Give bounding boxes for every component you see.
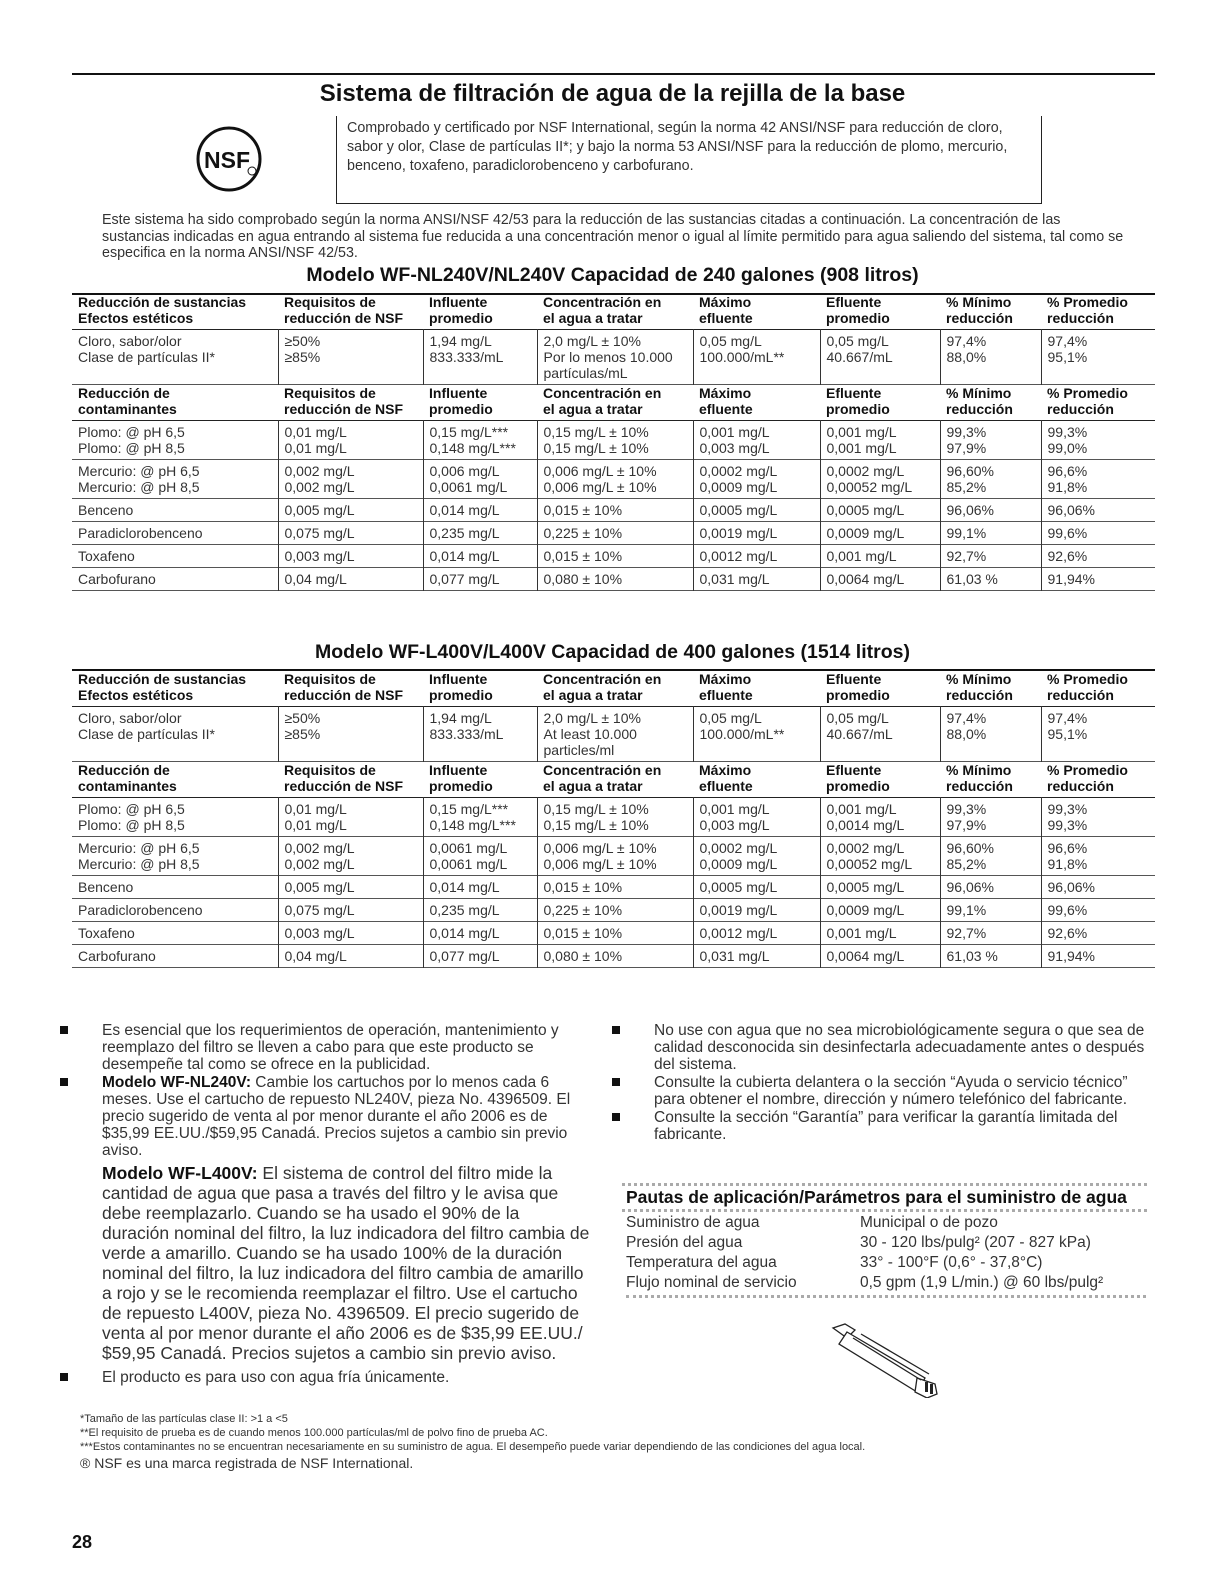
table-cell: Mercurio: @ pH 6,5 Mercurio: @ pH 8,5 [78,463,200,495]
note-label: Modelo WF-NL240V: [102,1074,251,1091]
table-cell: 0,001 mg/L 0,003 mg/L [693,421,820,460]
table-cell: 0,003 mg/L [278,922,423,945]
table-cell: 0,05 mg/L 40.667/mL [820,707,940,762]
table-cell: 61,03 % [940,945,1041,968]
table-cell: 0,0064 mg/L [820,945,940,968]
table-cell: 0,001 mg/L 0,001 mg/L [820,421,940,460]
column-header: % Mínimo reducción [946,294,1013,326]
note-subparagraph [102,1163,590,1363]
pautas-value: Municipal o de pozo [860,1214,998,1231]
table-cell: 0,031 mg/L [693,945,820,968]
table-row [72,545,1155,568]
column-header: Requisitos de reducción de NSF [284,294,404,326]
table-cell: 0,235 mg/L [423,899,537,922]
table-cell: 96,06% [940,876,1041,899]
table-header-row [72,385,1155,421]
column-header: Efluente promedio [826,762,890,794]
table-row [72,522,1155,545]
table-cell: 0,005 mg/L [278,499,423,522]
bullet-icon [60,1373,68,1381]
table-row [72,707,1155,762]
table-cell: Cloro, sabor/olor Clase de partículas II* [78,333,215,365]
footnotes [80,1412,1140,1473]
table-cell: 97,4% 88,0% [940,707,1041,762]
note-text: El sistema de control del filtro mide la cantidad de agua que pasa a través del filtro y le avisa que debe reemplazarlo. Cuando se ha usado el 90% de la duración nominal del filtro, la luz indicadora del filtro cambia de verde a amarillo. Cuando se ha usado 100% de la duración nominal del filtro, la luz indicadora del filtro cambia de amarillo a rojo y se le recomienda reemplazar el filtro. Use el cartucho de repuesto L400V, pieza No. 4396509. El precio sugerido de venta al por menor durante el año 2006 es de $35,99 EE.UU./ $59,95 Canadá. Precios sujetos a cambio sin previo aviso. [102,1163,590,1363]
table-cell: 97,4% 88,0% [940,330,1041,385]
table-cell: Carbofurano [78,948,156,964]
table-row [72,837,1155,876]
table-row [72,330,1155,385]
pautas-key: Presión del agua [626,1234,743,1251]
table-cell: 97,4% 95,1% [1041,707,1155,762]
bullet-icon [612,1078,620,1086]
table-cell: 96,6% 91,8% [1041,837,1155,876]
table-cell: 0,003 mg/L [278,545,423,568]
table-cell: 61,03 % [940,568,1041,591]
model-2-table [72,671,1155,968]
column-header: % Mínimo reducción [946,385,1013,417]
table-cell: 0,0012 mg/L [693,922,820,945]
column-header: Máximo efluente [699,671,753,703]
top-rule [72,73,1155,75]
table-cell: 96,60% 85,2% [940,837,1041,876]
column-header: Requisitos de reducción de NSF [284,762,404,794]
table-cell: 0,001 mg/L [820,545,940,568]
table-cell: 0,014 mg/L [423,876,537,899]
table-cell: 0,015 ± 10% [537,876,693,899]
table-cell: 99,3% 99,3% [1041,798,1155,837]
table-row [72,421,1155,460]
table-cell: 0,002 mg/L 0,002 mg/L [278,460,423,499]
table-cell: 0,04 mg/L [278,945,423,968]
column-header: Reducción de contaminantes [78,762,177,794]
table-cell: 0,0002 mg/L 0,0009 mg/L [693,837,820,876]
table-cell: 0,080 ± 10% [537,945,693,968]
certification-box: Comprobado y certificado por NSF International, según la norma 42 ANSI/NSF para reducción de cloro, sabor y olor, Clase de partículas II*; y bajo la norma 53 ANSI/NSF para la reducción de plomo, mercurio, benceno, toxafeno, paradiclorobenceno y carbofurano. [336,116,1042,204]
table-row [72,499,1155,522]
table-row [72,798,1155,837]
column-header: Requisitos de reducción de NSF [284,671,404,703]
table-row [72,460,1155,499]
note-item [60,1369,590,1386]
column-header: Concentración en el agua a tratar [543,762,662,794]
column-header: Influente promedio [429,294,493,326]
table-cell: 0,006 mg/L ± 10% 0,006 mg/L ± 10% [537,460,693,499]
table-cell: 0,0005 mg/L [820,499,940,522]
column-header: Reducción de contaminantes [78,385,177,417]
footnote: ***Estos contaminantes no se encuentran necesariamente en su suministro de agua. El desempeño puede variar dependiendo de las condiciones del agua local. [80,1441,866,1453]
table-cell: 0,001 mg/L 0,003 mg/L [693,798,820,837]
table-cell: 0,006 mg/L ± 10% 0,006 mg/L ± 10% [537,837,693,876]
table-header-row [72,294,1155,330]
table-cell: 0,001 mg/L 0,0014 mg/L [820,798,940,837]
table-cell: 99,3% 99,0% [1041,421,1155,460]
bullet-icon [612,1113,620,1121]
bullet-icon [60,1026,68,1034]
table-cell: 0,0009 mg/L [820,899,940,922]
note-item [60,1074,590,1363]
table-cell: 91,94% [1041,568,1155,591]
table-cell: Toxafeno [78,548,135,564]
intro-paragraph: Este sistema ha sido comprobado según la norma ANSI/NSF 42/53 para la reducción de las sustancias citadas a continuación. La concentración de las sustancias indicadas en agua entrando al sistema fue reducida a una concentración menor o igual al límite permitido para agua saliendo del sistema, tal como se especifica en la norma ANSI/NSF 42/53. [102,212,1124,261]
table-cell: 0,0002 mg/L 0,0009 mg/L [693,460,820,499]
nsf-logo-icon [196,126,262,192]
table-cell: 0,0019 mg/L [693,522,820,545]
table-cell: Mercurio: @ pH 6,5 Mercurio: @ pH 8,5 [78,840,200,872]
table-cell: 0,235 mg/L [423,522,537,545]
column-header: Influente promedio [429,385,493,417]
table-cell: 0,075 mg/L [278,899,423,922]
pautas-row [626,1233,1146,1253]
pautas-title: Pautas de aplicación/Parámetros para el suministro de agua [622,1183,1147,1212]
note-text: Consulte la cubierta delantera o la sección “Ayuda o servicio técnico” para obtener el nombre, dirección y número telefónico del fabricante. [654,1074,1128,1108]
table-cell: 0,225 ± 10% [537,899,693,922]
table-cell: 99,3% 97,9% [940,798,1041,837]
pautas-value: 30 - 120 lbs/pulg² (207 - 827 kPa) [860,1234,1091,1251]
table-cell: 0,15 mg/L*** 0,148 mg/L*** [423,421,537,460]
table-cell: 0,077 mg/L [423,945,537,968]
table-cell: 0,0002 mg/L 0,00052 mg/L [820,460,940,499]
table-cell: 96,06% [940,499,1041,522]
column-header: Máximo efluente [699,294,753,326]
svg-text:NSF: NSF [204,147,250,173]
column-header: Influente promedio [429,762,493,794]
filter-cartridge-icon [825,1318,945,1398]
table-cell: 0,0005 mg/L [693,499,820,522]
table-cell: 99,6% [1041,899,1155,922]
table-cell: 0,001 mg/L [820,922,940,945]
table-cell: 96,60% 85,2% [940,460,1041,499]
table-cell: 0,015 ± 10% [537,922,693,945]
table-cell: 2,0 mg/L ± 10% At least 10.000 particles/ml [537,707,693,762]
table-row [72,945,1155,968]
table-cell: 96,06% [1041,876,1155,899]
table-cell: Cloro, sabor/olor Clase de partículas II* [78,710,215,742]
table-cell: 99,1% [940,522,1041,545]
table-cell: 91,94% [1041,945,1155,968]
pautas-row [626,1253,1146,1273]
table-cell: 0,05 mg/L 40.667/mL [820,330,940,385]
column-header: Reducción de sustancias Efectos estéticos [78,294,247,326]
table-cell: 0,006 mg/L 0,0061 mg/L [423,460,537,499]
column-header: Máximo efluente [699,762,753,794]
table-cell: ≥50% ≥85% [278,707,423,762]
table-cell: 92,6% [1041,922,1155,945]
pautas-key: Suministro de agua [626,1214,760,1231]
table-cell: 1,94 mg/L 833.333/mL [423,330,537,385]
table-cell: 0,0012 mg/L [693,545,820,568]
note-text: Consulte la sección “Garantía” para verificar la garantía limitada del fabricante. [654,1109,1118,1143]
table-cell: Plomo: @ pH 6,5 Plomo: @ pH 8,5 [78,801,185,833]
model-1-title: Modelo WF-NL240V/NL240V Capacidad de 240 galones (908 litros) [306,264,919,286]
table-cell: 99,1% [940,899,1041,922]
table-cell: 1,94 mg/L 833.333/mL [423,707,537,762]
bullet-icon [60,1078,68,1086]
column-header: Efluente promedio [826,671,890,703]
table-cell: Paradiclorobenceno [78,902,203,918]
table-cell: 0,225 ± 10% [537,522,693,545]
footnote: *Tamaño de las partículas clase II: >1 a <5 [80,1413,288,1425]
table-cell: 0,002 mg/L 0,002 mg/L [278,837,423,876]
table-cell: Plomo: @ pH 6,5 Plomo: @ pH 8,5 [78,424,185,456]
table-cell: 0,04 mg/L [278,568,423,591]
column-header: Requisitos de reducción de NSF [284,385,404,417]
table-cell: Paradiclorobenceno [78,525,203,541]
column-header: Influente promedio [429,671,493,703]
table-row [72,922,1155,945]
column-header: % Promedio reducción [1047,671,1128,703]
bullet-icon [612,1026,620,1034]
note-item [612,1074,1150,1108]
table-cell: 0,014 mg/L [423,922,537,945]
table-cell: 0,014 mg/L [423,499,537,522]
pautas-row [626,1273,1146,1293]
pautas-key: Temperatura del agua [626,1254,777,1271]
table-cell: 0,0009 mg/L [820,522,940,545]
table-cell: 0,015 ± 10% [537,499,693,522]
page-number: 28 [72,1532,93,1552]
table-cell: 0,080 ± 10% [537,568,693,591]
pautas-value: 33° - 100°F (0,6° - 37,8°C) [860,1254,1043,1271]
table-cell: 0,0061 mg/L 0,0061 mg/L [423,837,537,876]
table-cell: 92,7% [940,545,1041,568]
column-header: Efluente promedio [826,294,890,326]
table-cell: 0,05 mg/L 100.000/mL** [693,707,820,762]
footnote: ® NSF es una marca registrada de NSF International. [80,1455,414,1471]
table-cell: 92,7% [940,922,1041,945]
table-cell: Toxafeno [78,925,135,941]
table-cell: 0,075 mg/L [278,522,423,545]
table-header-row [72,762,1155,798]
table-row [72,568,1155,591]
table-cell: 97,4% 95,1% [1041,330,1155,385]
pautas-list [626,1213,1146,1298]
table-cell: 0,005 mg/L [278,876,423,899]
note-item [60,1022,590,1073]
pautas-key: Flujo nominal de servicio [626,1274,797,1291]
column-header: % Mínimo reducción [946,671,1013,703]
pautas-value: 0,5 gpm (1,9 L/min.) @ 60 lbs/pulg² [860,1274,1104,1291]
column-header: % Promedio reducción [1047,762,1128,794]
table-cell: 92,6% [1041,545,1155,568]
page-title: Sistema de filtración de agua de la rejilla de la base [319,80,906,107]
table-cell: ≥50% ≥85% [278,330,423,385]
note-text: No use con agua que no sea microbiológicamente segura o que sea de calidad desconocida sin desinfectarla adecuadamente antes o después del sistema. [654,1022,1145,1073]
table-cell: 0,0005 mg/L [693,876,820,899]
column-header: % Mínimo reducción [946,762,1013,794]
table-cell: 0,0064 mg/L [820,568,940,591]
table-cell: 2,0 mg/L ± 10% Por lo menos 10.000 partículas/mL [537,330,693,385]
column-header: % Promedio reducción [1047,385,1128,417]
table-cell: 0,014 mg/L [423,545,537,568]
table-cell: Benceno [78,502,134,518]
table-cell: 0,031 mg/L [693,568,820,591]
table-cell: 96,06% [1041,499,1155,522]
note-item [612,1022,1150,1073]
footnote: **El requisito de prueba es de cuando menos 100.000 partículas/ml de polvo fino de prueba AC. [80,1427,548,1439]
table-cell: 0,15 mg/L ± 10% 0,15 mg/L ± 10% [537,421,693,460]
note-label: Modelo WF-L400V: [102,1163,258,1183]
column-header: Concentración en el agua a tratar [543,671,662,703]
table-cell: 0,0019 mg/L [693,899,820,922]
table-cell: 0,15 mg/L*** 0,148 mg/L*** [423,798,537,837]
table-row [72,899,1155,922]
table-cell: 0,01 mg/L 0,01 mg/L [278,798,423,837]
table-cell: 0,015 ± 10% [537,545,693,568]
note-text: Cambie los cartuchos por lo menos cada 6 meses. Use el cartucho de repuesto NL240V, pieza No. 4396509. El precio sugerido de venta al por menor durante el año 2006 es de $35,99 EE.UU./$59,95 Canadá. Precios sujetos a cambio sin previo aviso. [102,1074,571,1159]
table-cell: 96,6% 91,8% [1041,460,1155,499]
notes-right [612,1022,1150,1144]
table-cell: 0,077 mg/L [423,568,537,591]
column-header: % Promedio reducción [1047,294,1128,326]
column-header: Concentración en el agua a tratar [543,294,662,326]
note-text: Es esencial que los requerimientos de operación, mantenimiento y reemplazo del filtro se lleven a cabo para que este producto se desempeñe tal como se ofrece en la publicidad. [102,1022,559,1073]
table-cell: 99,6% [1041,522,1155,545]
table-cell: 0,01 mg/L 0,01 mg/L [278,421,423,460]
table-row [72,876,1155,899]
note-item [612,1109,1150,1143]
pautas-row [626,1213,1146,1233]
table-cell: Benceno [78,879,134,895]
table-header-row [72,671,1155,707]
table-cell: 0,0005 mg/L [820,876,940,899]
column-header: Reducción de sustancias Efectos estéticos [78,671,247,703]
table-cell: 0,0002 mg/L 0,00052 mg/L [820,837,940,876]
model-1-table [72,294,1155,591]
notes-left [60,1022,590,1387]
column-header: Máximo efluente [699,385,753,417]
table-cell: 99,3% 97,9% [940,421,1041,460]
model-2-title: Modelo WF-L400V/L400V Capacidad de 400 galones (1514 litros) [315,641,910,663]
table-cell: 0,05 mg/L 100.000/mL** [693,330,820,385]
table-cell: 0,15 mg/L ± 10% 0,15 mg/L ± 10% [537,798,693,837]
column-header: Concentración en el agua a tratar [543,385,662,417]
note-text: El producto es para uso con agua fría únicamente. [102,1369,450,1386]
column-header: Efluente promedio [826,385,890,417]
table-cell: Carbofurano [78,571,156,587]
